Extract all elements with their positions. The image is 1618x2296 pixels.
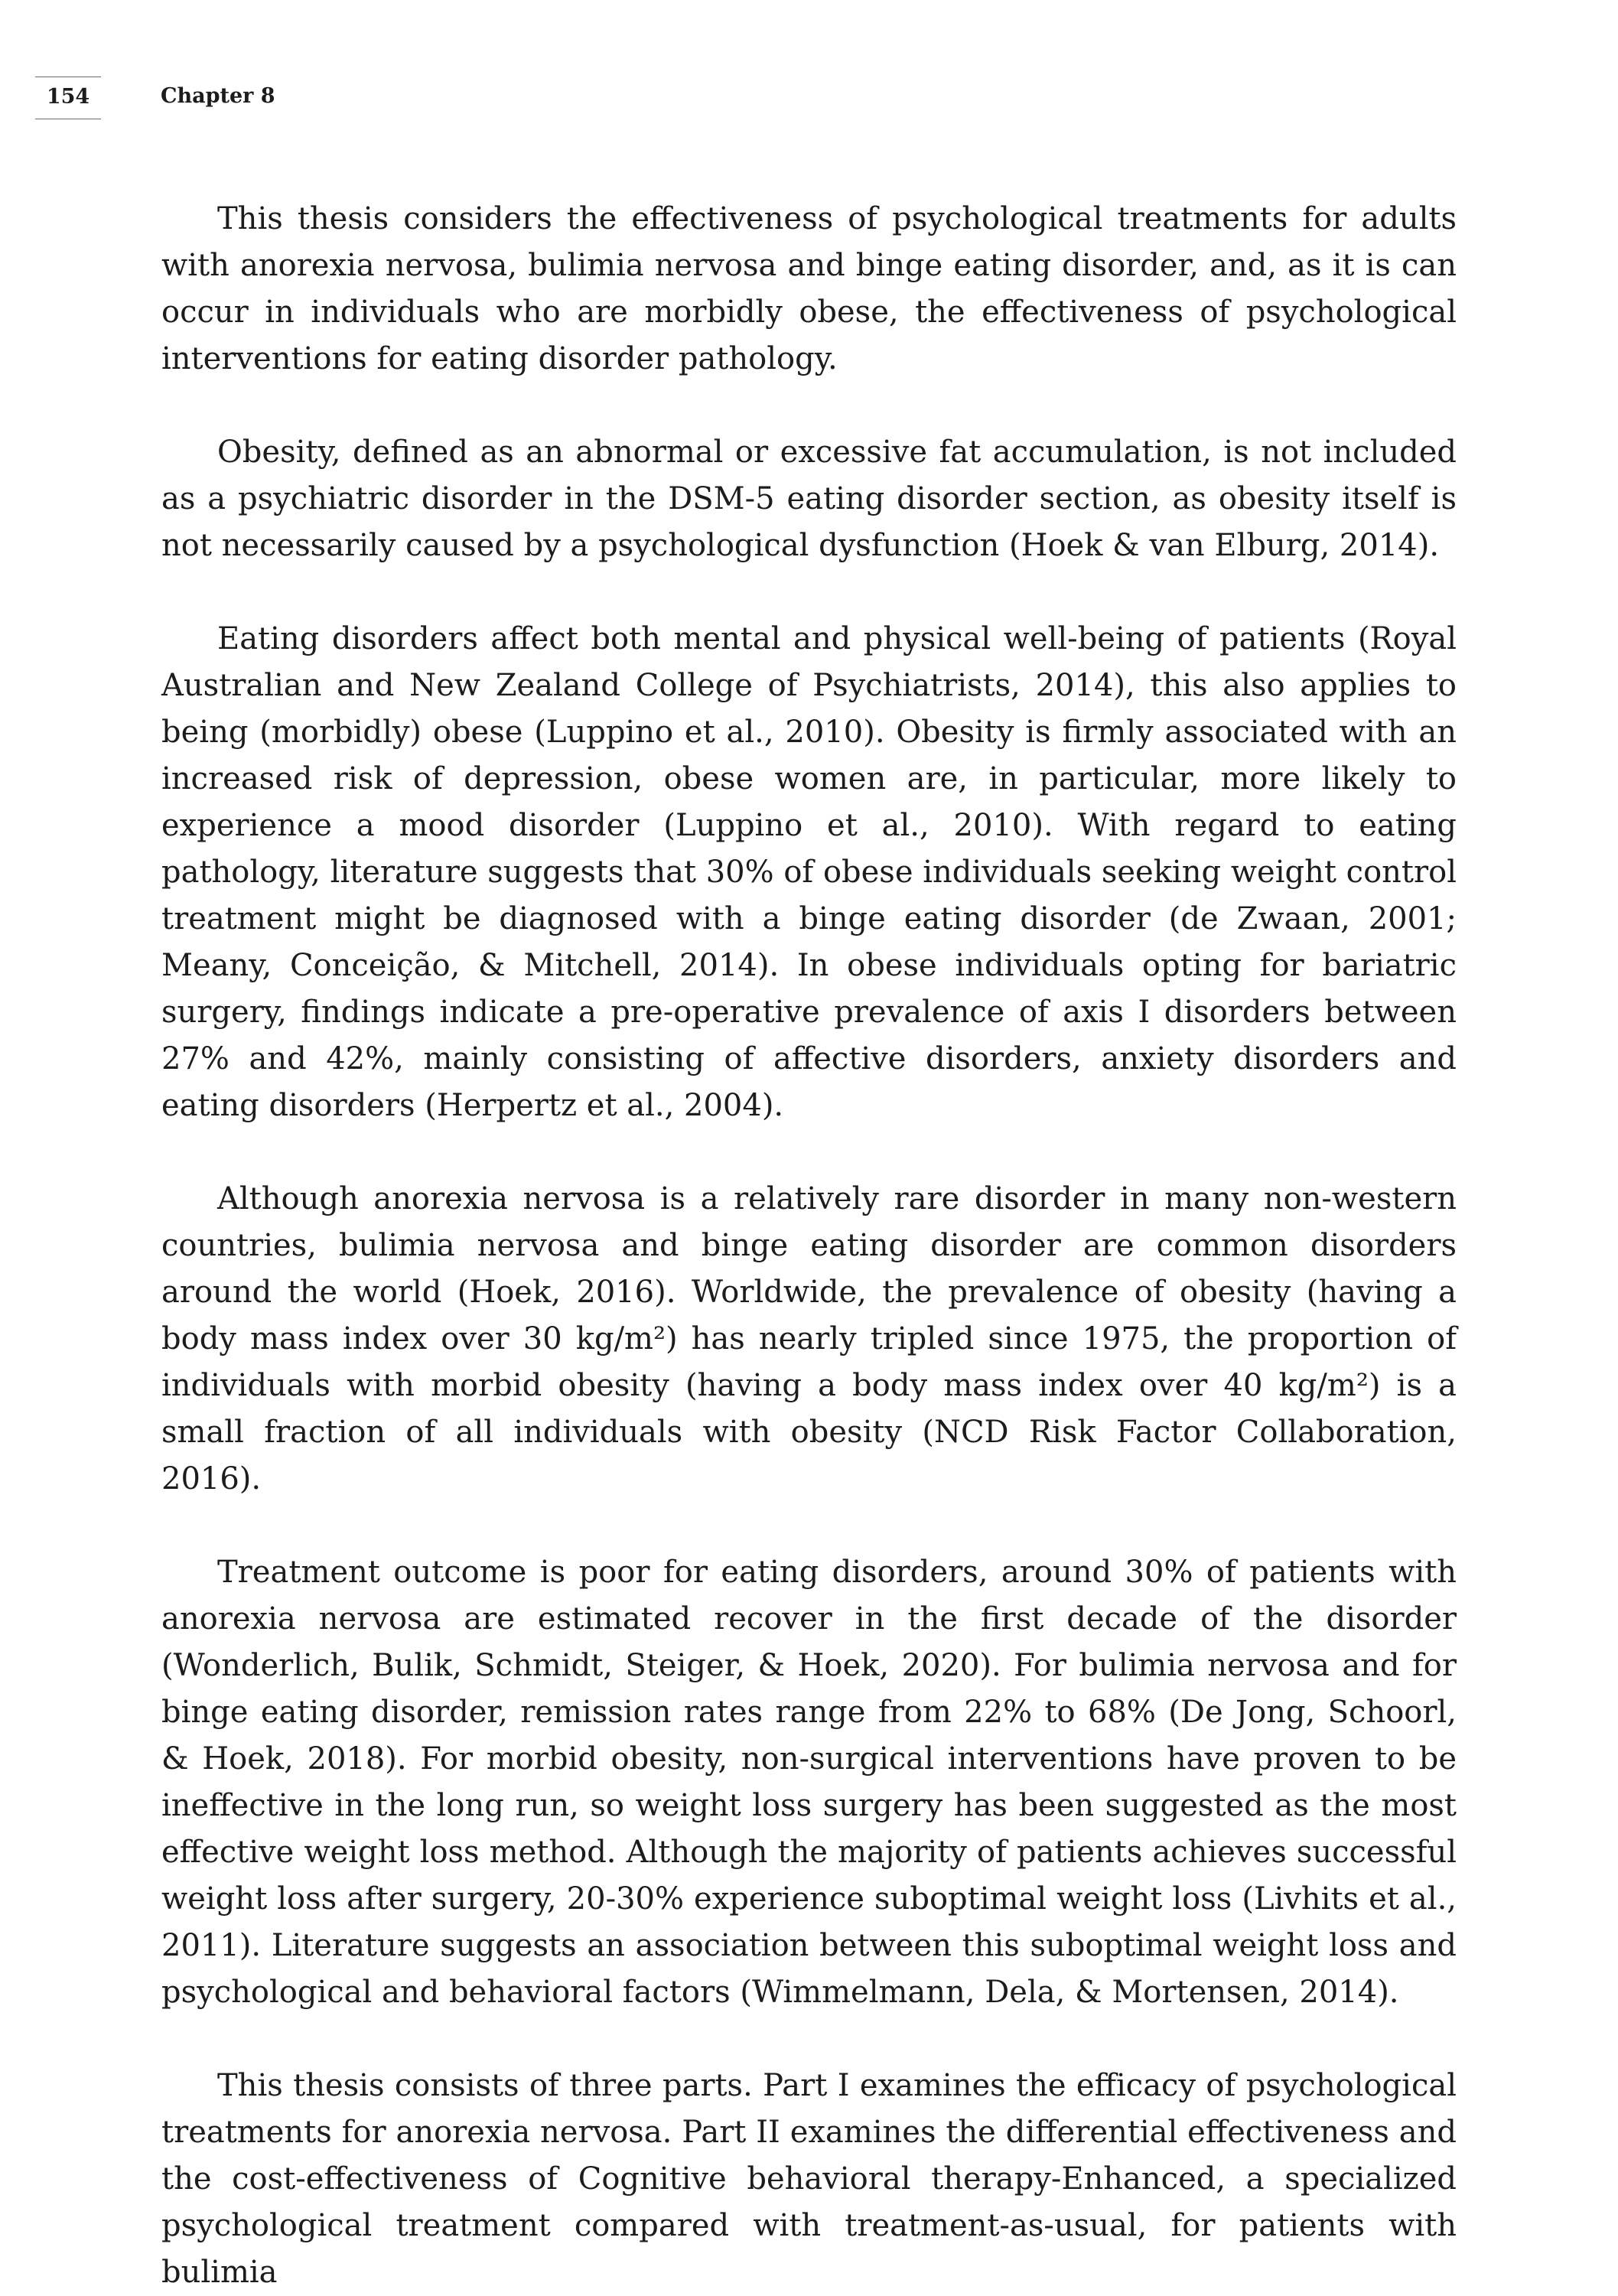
chapter-label: Chapter 8 (161, 84, 275, 108)
paragraph-treatment-outcome: Treatment outcome is poor for eating disorders, around 30% of patients with anorexia nervosa are estimated recover in the first decade of the disorder (Wonderlich, Bulik, Schmidt, Steiger, & Hoek, 2020). For bulimia nervosa and for binge eating disorder, remission rates range from 22% to 68% (De Jong, Schoorl, & Hoek, 2018). For morbid obesity, non-surgical interventions have proven to be ineffective in the long run, so weight loss surgery has been suggested as the most effective weight loss method. Although the majority of patients achieves successful weight loss after surgery, 20-30% experience suboptimal weight loss (Livhits et al., 2011). Literature suggests an association between this suboptimal weight loss and psychological and behavioral factors (Wimmelmann, Dela, & Mortensen, 2014). (161, 1555, 1457, 2010)
page-number: 154 (46, 85, 90, 109)
page-number-box (35, 77, 101, 119)
paragraph-prevalence: Although anorexia nervosa is a relatively rare disorder in many non-western countries, bulimia nervosa and binge eating disorder are common disorders around the world (Hoek, 2016). Worldwide, the prevalence of obesity (having a body mass index over 30 kg/m²) has nearly tripled since 1975, the proportion of individuals with morbid obesity (having a body mass index over 40 kg/m²) is a small fraction of all individuals with obesity (NCD Risk Factor Collaboration, 2016). (161, 1181, 1457, 1496)
paragraph-thesis-scope: This thesis considers the effectiveness of psychological treatments for adults with anorexia nervosa, bulimia nervosa and binge eating disorder, and, as it is can occur in individuals who are morbidly obese, the effectiveness of psychological interventions for eating disorder pathology. (161, 201, 1457, 376)
paragraph-wellbeing: Eating disorders affect both mental and physical well-being of patients (Royal Australian and New Zealand College of Psychiatrists, 2014), this also applies to being (morbidly) obese (Luppino et al., 2010). Obesity is firmly associated with an increased risk of depression, obese women are, in particular, more likely to experience a mood disorder (Luppino et al., 2010). With regard to eating pathology, literature suggests that 30% of obese individuals seeking weight control treatment might be diagnosed with a binge eating disorder (de Zwaan, 2001; Meany, Conceição, & Mitchell, 2014). In obese individuals opting for bariatric surgery, findings indicate a pre-operative prevalence of axis I disorders between 27% and 42%, mainly consisting of affective disorders, anxiety disorders and eating disorders (Herpertz et al., 2004). (161, 621, 1457, 1123)
paragraph-thesis-parts: This thesis consists of three parts. Part I examines the efficacy of psychological treatments for anorexia nervosa. Part II examines the differential effectiveness and the cost-effectiveness of Cognitive behavioral therapy-Enhanced, a specialized psychological treatment compared with treatment-as-usual, for patients with bulimia (161, 2068, 1457, 2290)
body-text (161, 196, 1457, 2296)
paragraph-obesity-definition: Obesity, defined as an abnormal or excessive fat accumulation, is not included as a psychiatric disorder in the DSM-5 eating disorder section, as obesity itself is not necessarily caused by a psychological dysfunction (Hoek & van Elburg, 2014). (161, 435, 1457, 563)
running-head (35, 77, 341, 119)
